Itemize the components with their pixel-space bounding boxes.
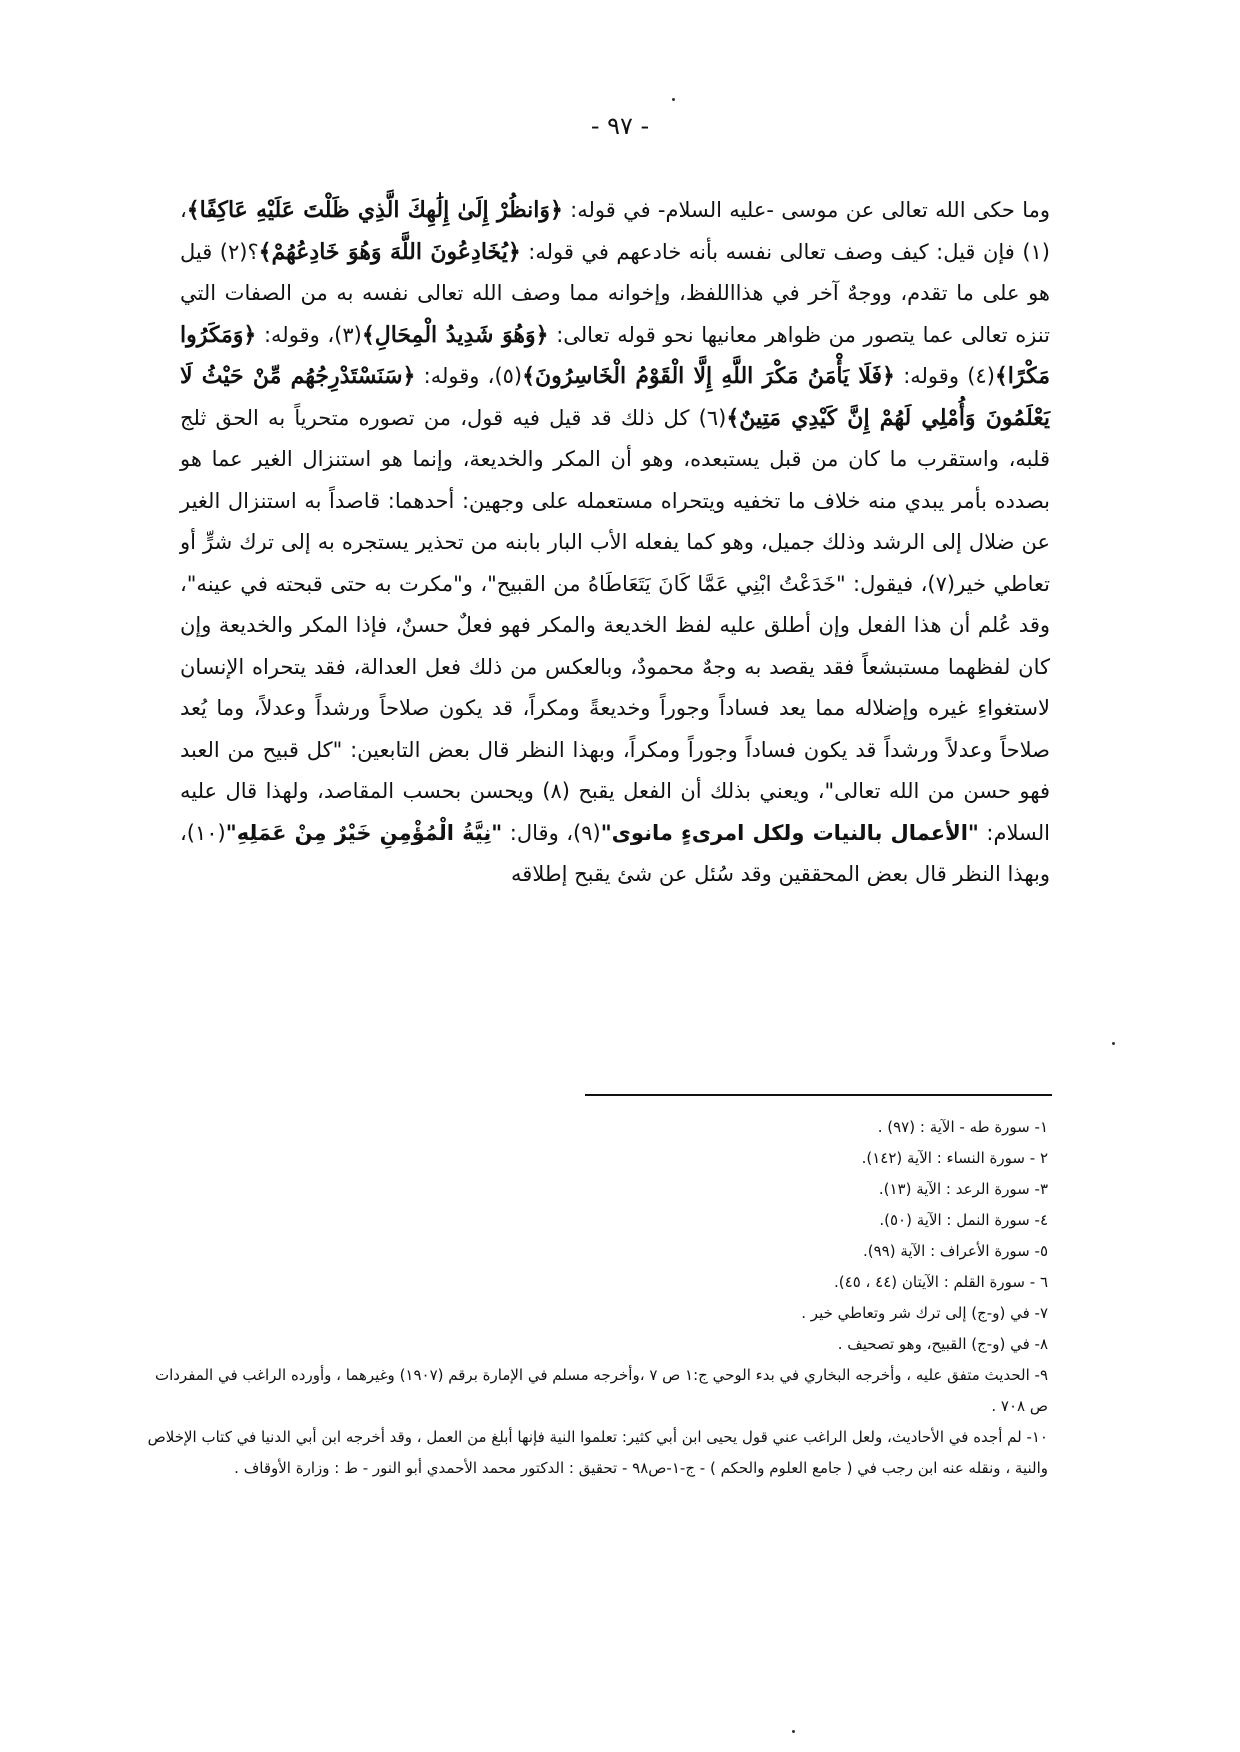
footnote-5: ٥- سورة الأعراف : الآية (٩٩). bbox=[863, 1242, 1048, 1260]
hadith-2: "نِيَّةُ الْمُؤْمِنِ خَيْرٌ مِنْ عَمَلِهِ" bbox=[225, 820, 503, 845]
footnote-10: ١٠- لم أجده في الأحاديث، ولعل الراغب عني قول يحيى ابن أبي كثير: تعلموا النية فإنها أبلغ من العمل ، وقد أخرجه ابن أبي الدنيا في كتاب الإخلاص والنية ، ونقله عنه ابن رجب في ( جامع العلوم والحكم ) - ج-١-ص٩٨ - تحقيق : الدكتور محمد الأحمدي أبو النور - ط : وزارة الأوقاف . bbox=[147, 1428, 1048, 1477]
footnotes bbox=[140, 1112, 1048, 1484]
footnote-1: ١- سورة طه - الآية : (٩٧) . bbox=[877, 1118, 1048, 1136]
quran-verse-5: ﴿فَلَا يَأْمَنُ مَكْرَ اللَّهِ إِلَّا الْقَوْمُ الْخَاسِرُونَ﴾ bbox=[522, 363, 895, 389]
footnote-3: ٣- سورة الرعد : الآية (١٣). bbox=[878, 1180, 1048, 1198]
main-text bbox=[180, 190, 1050, 896]
footnote-4: ٤- سورة النمل : الآية (٥٠). bbox=[879, 1211, 1048, 1229]
quran-verse-2: ﴿يُخَادِعُونَ اللَّهَ وَهُوَ خَادِعُهُمْ﴾ bbox=[258, 238, 521, 265]
footnote-divider bbox=[585, 1094, 1052, 1096]
body-text-2: ،(١) فإن قيل: كيف وصف تعالى نفسه بأنه خادعهم في قوله: bbox=[180, 198, 1050, 264]
body-text-4: (٣)، وقوله: bbox=[256, 322, 362, 347]
body-text-6: (٥)، وقوله: bbox=[415, 364, 523, 388]
footnote-8: ٨- في (و-ج) القبيح، وهو تصحيف . bbox=[837, 1335, 1048, 1353]
quran-verse-4: ﴿وَمَكَرُوا مَكْرًا﴾ bbox=[180, 321, 1050, 389]
hadith-1: "الأعمال بالنيات ولكل امرىءٍ مانوى" bbox=[600, 820, 979, 845]
quran-verse-6: ﴿سَنَسْتَدْرِجُهُم مِّنْ حَيْثُ لَا يَعْلَمُونَ وَأُمْلِي لَهُمْ إِنَّ كَيْدِي مَتِينٌ﴾ bbox=[180, 363, 1050, 431]
body-text-7: (٦) كل ذلك قد قيل فيه قول، من تصوره متحرياً به الحق ثلج قلبه، واستقرب ما كان من قبل يستبعده، وهو أن المكر والخديعة، وإنما هو استنزال الغير عما هو بصدده بأمر يبدي منه خلاف ما تخفيه ويتحراه مستعمله على وجهين: أحدهما: قاصداً به استنزال الغير عن ضلال إلى الرشد وذلك جميل، وهو كما يفعله الأب البار بابنه من تحذير يستجره به إلى ترك شرٍّ أو تعاطي خير(٧)، فيقول: "خَدَعْتُ ابْنِي عَمَّا كَانَ يَتَعَاطَاهُ من القبيح"، و"مكرت به حتى قبحته في عينه"، وقد عُلم أن هذا الفعل وإن أطلق عليه لفظ الخديعة والمكر فهو فعلٌ حسنٌ، فإذا المكر والخديعة وإن كان لفظهما مستبشعاً فقد يقصد به وجهٌ محمودٌ، وبالعكس من ذلك فعل العدالة، فقد يتحراه الإنسان لاستغواءِ غيره وإضلاله مما يعد فساداً وجوراً وخديعةً ومكراً، قد يكون صلاحاً ورشداً وعدلاً، وما يُعد صلاحاً وعدلاً ورشداً قد يكون فساداً وجوراً ومكراً، وبهذا النظر قال بعض التابعين: "كل قبيح من العبد فهو حسن من الله تعالى"، ويعني بذلك أن الفعل يقبح (٨) ويحسن بحسب المقاصد، ولهذا قال عليه السلام: bbox=[180, 405, 1050, 845]
body-text-9: (١٠)، وبهذا النظر قال بعض المحققين وقد سُئل عن شئ يقبح إطلاقه bbox=[180, 820, 1050, 886]
footnote-6: ٦ - سورة القلم : الآيتان (٤٤ ، ٤٥). bbox=[834, 1273, 1048, 1291]
quran-verse-1: ﴿وَانظُرْ إِلَىٰ إِلَٰهِكَ الَّذِي ظَلْتَ عَلَيْهِ عَاكِفًا﴾ bbox=[186, 197, 563, 223]
body-text-8: (٩)، وقال: bbox=[502, 820, 601, 845]
body-text-3: ؟(٢) قيل هو على ما تقدم، ووجهٌ آخر في هذااللفظ، وإخوانه مما وصف الله تعالى نفسه به من الصفات التي تنزه تعالى عما يتصور من ظواهر معانيها نحو قوله تعالى: bbox=[180, 239, 1050, 347]
main-paragraph bbox=[180, 190, 1050, 896]
scan-speck bbox=[672, 98, 675, 101]
body-text-1: وما حكى الله تعالى عن موسى -عليه السلام- في قوله: bbox=[562, 198, 1050, 222]
scan-speck bbox=[1112, 1042, 1115, 1045]
footnote-2: ٢ - سورة النساء : الآية (١٤٢). bbox=[861, 1149, 1048, 1167]
footnote-9: ٩- الحديث متفق عليه ، وأخرجه البخاري في بدء الوحي ج:١ ص ٧ ،وأخرجه مسلم في الإمارة برقم (١٩٠٧) وغيرهما ، وأورده الراغب في المفردات ص ٧٠٨ . bbox=[154, 1366, 1048, 1415]
scan-speck bbox=[792, 1730, 795, 1733]
page-number: - ٩٧ - bbox=[590, 112, 650, 140]
quran-verse-3: ﴿وَهُوَ شَدِيدُ الْمِحَالِ﴾ bbox=[361, 321, 549, 348]
body-text-5: (٤) وقوله: bbox=[894, 364, 995, 388]
footnote-7: ٧- في (و-ج) إلى ترك شر وتعاطي خير . bbox=[801, 1304, 1048, 1322]
